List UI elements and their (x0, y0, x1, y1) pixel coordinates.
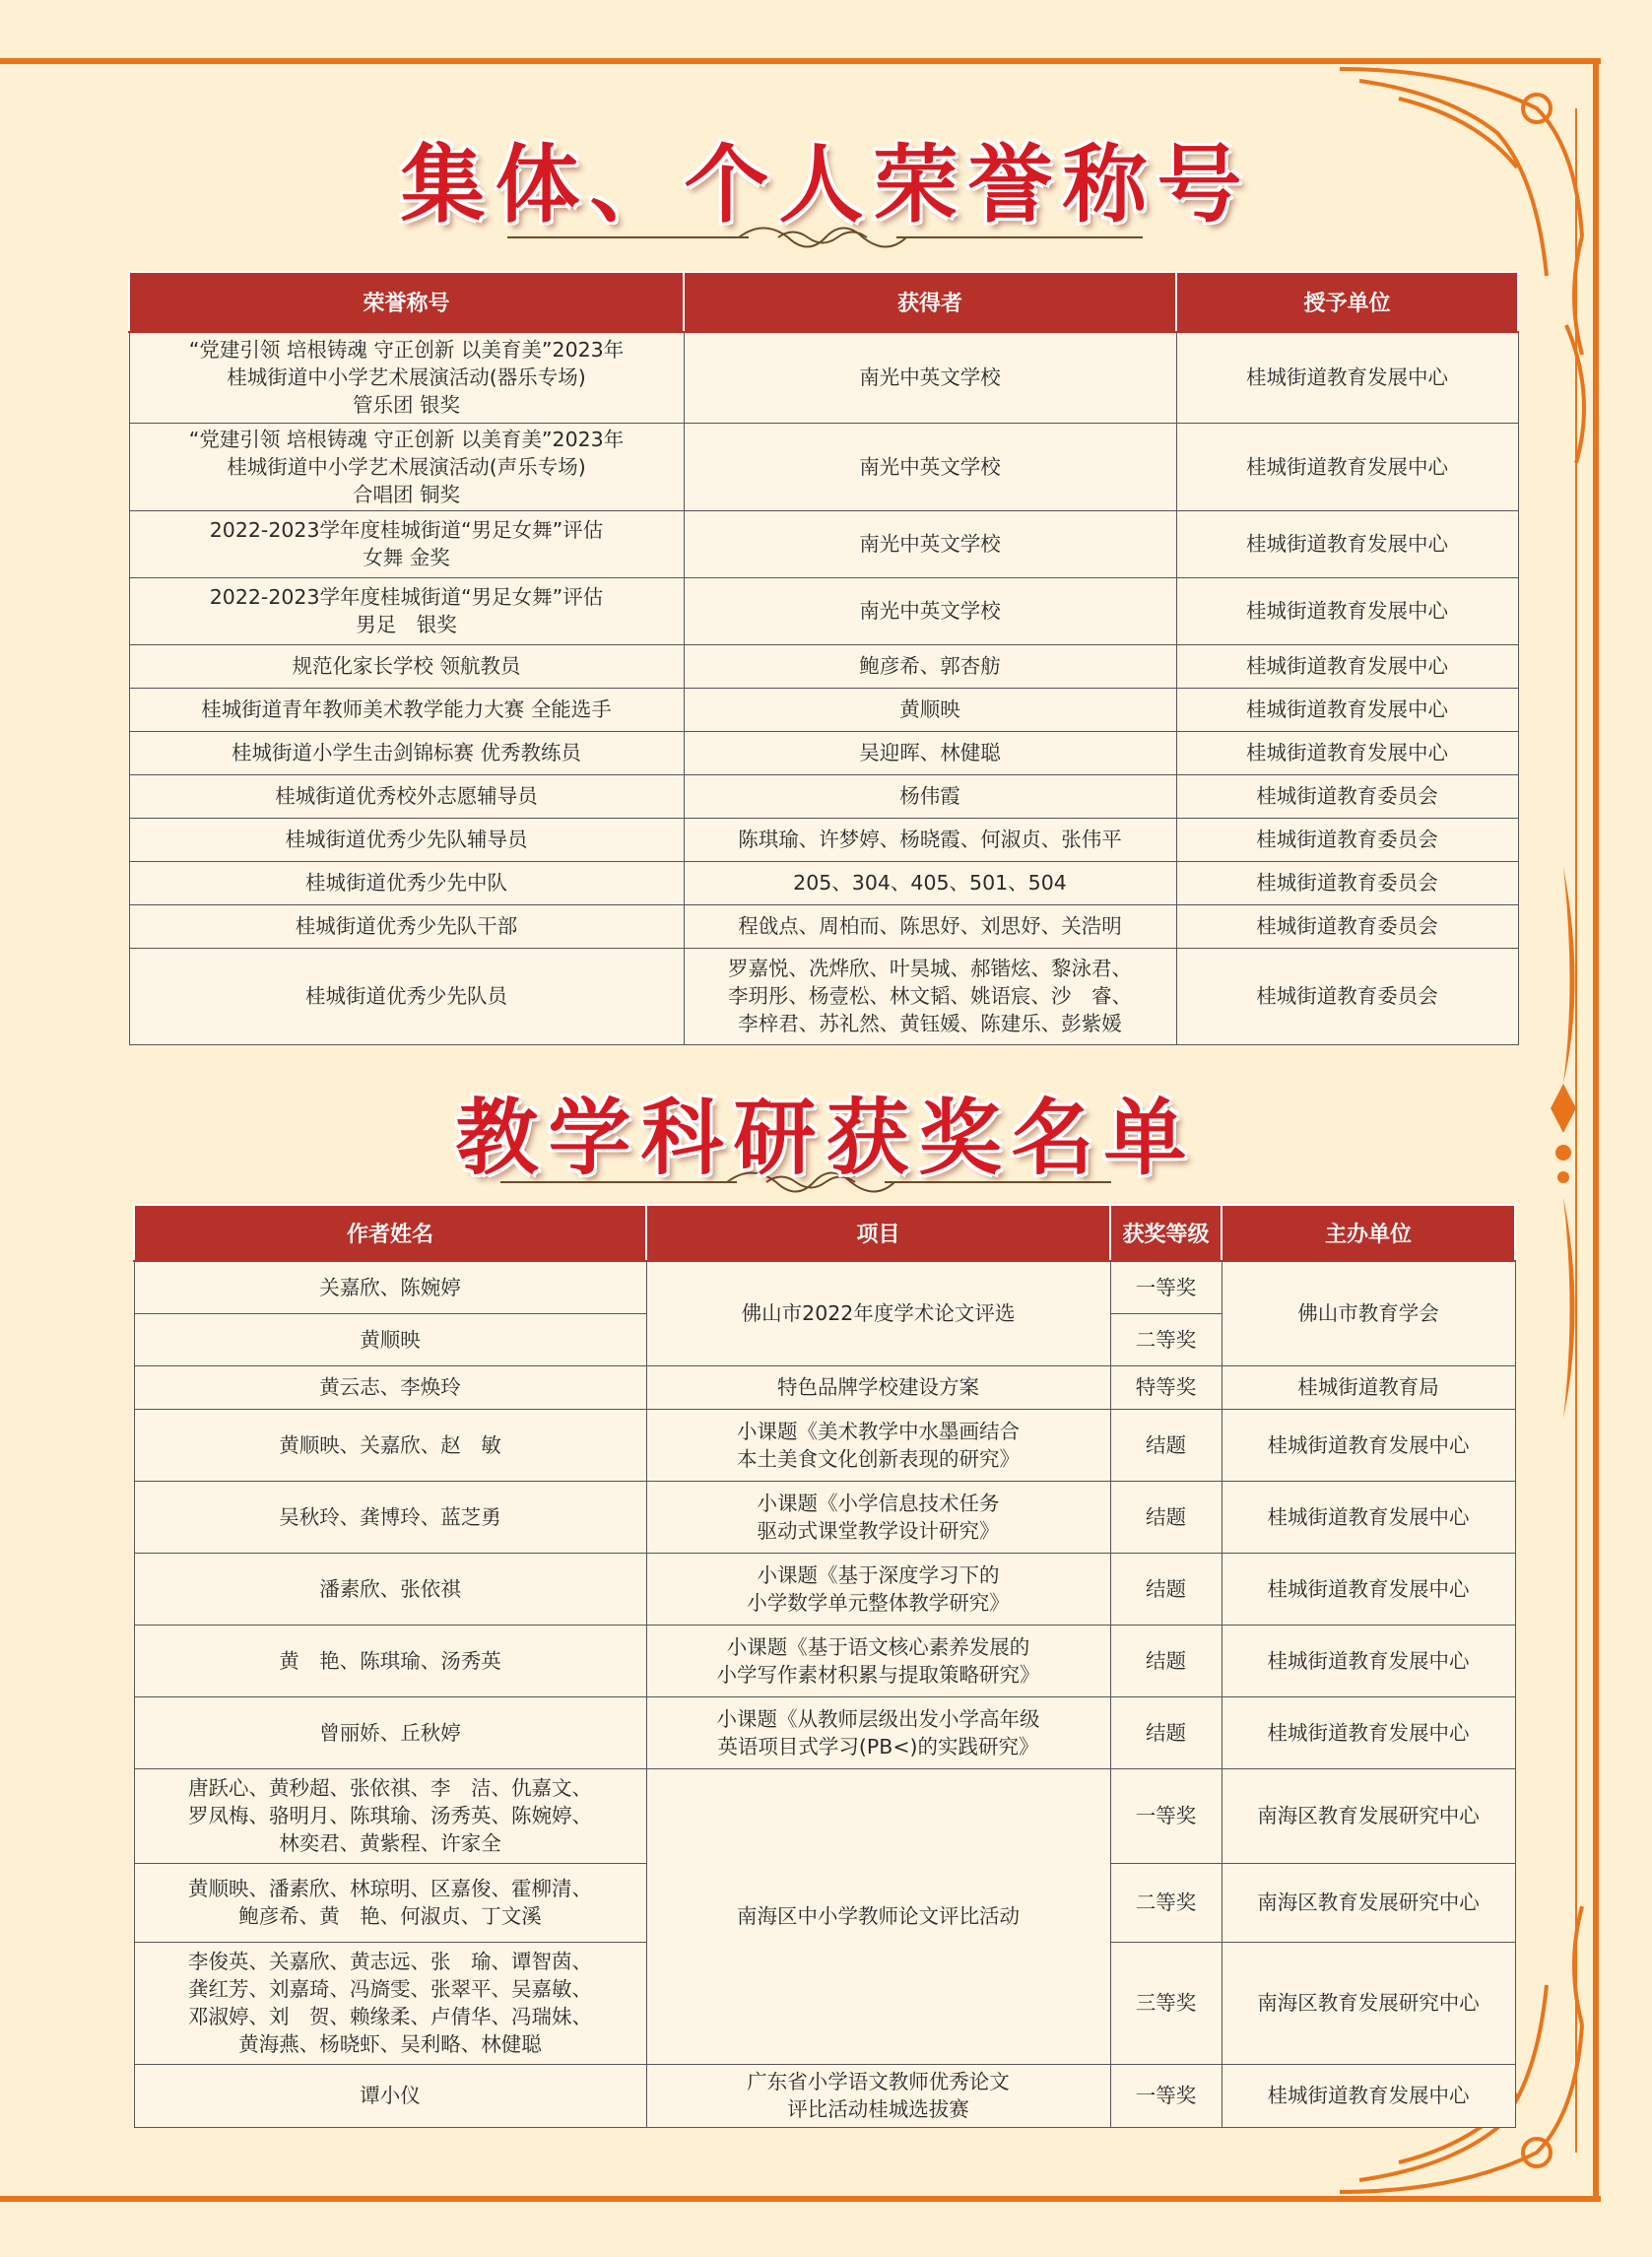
granting-unit-cell: 桂城街道教育发展中心 (1176, 332, 1518, 423)
recipient-cell: 南光中英文学校 (684, 332, 1176, 423)
author-cell: 黄云志、李焕玲 (134, 1365, 646, 1409)
granting-unit-cell: 桂城街道教育发展中心 (1176, 510, 1518, 577)
award-level-cell: 结题 (1110, 1696, 1222, 1768)
honor-title-cell: 规范化家长学校 领航教员 (129, 644, 684, 688)
organizer-cell: 南海区教育发展研究中心 (1222, 1863, 1515, 1942)
organizer-cell: 桂城街道教育发展中心 (1222, 1696, 1515, 1768)
column-header: 作者姓名 (134, 1205, 646, 1261)
project-cell: 南海区中小学教师论文评比活动 (646, 1768, 1110, 2064)
table-row (129, 423, 1518, 510)
recipient-cell: 陈琪瑜、许梦婷、杨晓霞、何淑贞、张伟平 (684, 818, 1176, 861)
granting-unit-cell: 桂城街道教育发展中心 (1176, 731, 1518, 774)
column-header: 获奖等级 (1110, 1205, 1222, 1261)
author-cell: 潘素欣、张依祺 (134, 1553, 646, 1625)
table-row (129, 818, 1518, 861)
column-header: 荣誉称号 (129, 272, 684, 332)
project-cell: 小课题《基于深度学习下的 小学数学单元整体教学研究》 (646, 1553, 1110, 1625)
author-cell: 曾丽娇、丘秋婷 (134, 1696, 646, 1768)
honor-title-cell: 桂城街道优秀少先队干部 (129, 904, 684, 948)
honor-title-cell: 桂城街道优秀校外志愿辅导员 (129, 774, 684, 818)
table-row (129, 577, 1518, 644)
granting-unit-cell: 桂城街道教育发展中心 (1176, 577, 1518, 644)
table-row (129, 332, 1518, 423)
organizer-cell: 佛山市教育学会 (1222, 1261, 1515, 1365)
table-row (129, 904, 1518, 948)
recipient-cell: 南光中英文学校 (684, 577, 1176, 644)
project-cell: 小课题《小学信息技术任务 驱动式课堂教学设计研究》 (646, 1481, 1110, 1553)
honors-title: 集体、个人荣誉称号 (400, 136, 1252, 234)
organizer-cell: 桂城街道教育发展中心 (1222, 1409, 1515, 1481)
recipient-cell: 程戗点、周柏而、陈思妤、刘思妤、关浩明 (684, 904, 1176, 948)
organizer-cell: 南海区教育发展研究中心 (1222, 1942, 1515, 2064)
honor-title-cell: 桂城街道优秀少先中队 (129, 861, 684, 904)
project-cell: 广东省小学语文教师优秀论文 评比活动桂城选拔赛 (646, 2064, 1110, 2127)
organizer-cell: 南海区教育发展研究中心 (1222, 1768, 1515, 1863)
table-row (129, 948, 1518, 1044)
table-row (134, 1553, 1515, 1625)
award-level-cell: 结题 (1110, 1553, 1222, 1625)
organizer-cell: 桂城街道教育发展中心 (1222, 1625, 1515, 1696)
honor-title-cell: 桂城街道优秀少先队员 (129, 948, 684, 1044)
column-header: 项目 (646, 1205, 1110, 1261)
honor-title-cell: 桂城街道优秀少先队辅导员 (129, 818, 684, 861)
granting-unit-cell: 桂城街道教育委员会 (1176, 948, 1518, 1044)
recipient-cell: 罗嘉悦、冼烨欣、叶昊城、郝锴炫、黎泳君、 李玥彤、杨壹松、林文韬、姚语宸、沙 睿、 李梓君、苏礼然、黄钰媛、陈建乐、彭紫媛 (684, 948, 1176, 1044)
honor-title-cell: 桂城街道青年教师美术教学能力大赛 全能选手 (129, 688, 684, 731)
table-header-row (134, 1205, 1515, 1261)
award-level-cell: 一等奖 (1110, 2064, 1222, 2127)
award-level-cell: 结题 (1110, 1409, 1222, 1481)
award-level-cell: 结题 (1110, 1481, 1222, 1553)
organizer-cell: 桂城街道教育局 (1222, 1365, 1515, 1409)
table-row (129, 861, 1518, 904)
author-cell: 李俊英、关嘉欣、黄志远、张 瑜、谭智茵、 龚红芳、刘嘉琦、冯旖雯、张翠平、吴嘉敏、 邓淑婷、刘 贺、赖缘柔、卢倩华、冯瑞妹、 黄海燕、杨晓虾、吴利略、林健聪 (134, 1942, 646, 2064)
award-level-cell: 三等奖 (1110, 1942, 1222, 2064)
table-row (134, 2064, 1515, 2127)
granting-unit-cell: 桂城街道教育发展中心 (1176, 644, 1518, 688)
author-cell: 黄 艳、陈琪瑜、汤秀英 (134, 1625, 646, 1696)
project-cell: 小课题《美术教学中水墨画结合 本土美食文化创新表现的研究》 (646, 1409, 1110, 1481)
award-level-cell: 二等奖 (1110, 1863, 1222, 1942)
column-header: 授予单位 (1176, 272, 1518, 332)
project-cell: 小课题《基于语文核心素养发展的 小学写作素材积累与提取策略研究》 (646, 1625, 1110, 1696)
table-row (134, 1365, 1515, 1409)
author-cell: 吴秋玲、龚博玲、蓝芝勇 (134, 1481, 646, 1553)
table-header-row (129, 272, 1518, 332)
research-title: 教学科研获奖名单 (455, 1090, 1197, 1186)
honor-title-cell: 2022-2023学年度桂城街道“男足女舞”评估 男足 银奖 (129, 577, 684, 644)
table-row (134, 1768, 1515, 1863)
recipient-cell: 205、304、405、501、504 (684, 861, 1176, 904)
granting-unit-cell: 桂城街道教育委员会 (1176, 904, 1518, 948)
table-row (134, 1625, 1515, 1696)
recipient-cell: 南光中英文学校 (684, 510, 1176, 577)
table-row (134, 1409, 1515, 1481)
granting-unit-cell: 桂城街道教育发展中心 (1176, 688, 1518, 731)
table-row (129, 644, 1518, 688)
author-cell: 黄顺映 (134, 1313, 646, 1365)
granting-unit-cell: 桂城街道教育委员会 (1176, 861, 1518, 904)
honors-table (128, 271, 1519, 1045)
granting-unit-cell: 桂城街道教育发展中心 (1176, 423, 1518, 510)
honor-title-cell: “党建引领 培根铸魂 守正创新 以美育美”2023年 桂城街道中小学艺术展演活动(声乐专场) 合唱团 铜奖 (129, 423, 684, 510)
table-row (129, 688, 1518, 731)
award-level-cell: 二等奖 (1110, 1313, 1222, 1365)
granting-unit-cell: 桂城街道教育委员会 (1176, 774, 1518, 818)
column-header: 主办单位 (1222, 1205, 1515, 1261)
table-row (129, 731, 1518, 774)
author-cell: 关嘉欣、陈婉婷 (134, 1261, 646, 1313)
organizer-cell: 桂城街道教育发展中心 (1222, 1481, 1515, 1553)
author-cell: 唐跃心、黄秒超、张依祺、李 洁、仇嘉文、 罗凤梅、骆明月、陈琪瑜、汤秀英、陈婉婷、 林奕君、黄紫程、许家全 (134, 1768, 646, 1863)
project-cell: 小课题《从教师层级出发小学高年级 英语项目式学习(PB<)的实践研究》 (646, 1696, 1110, 1768)
recipient-cell: 杨伟霞 (684, 774, 1176, 818)
recipient-cell: 吴迎晖、林健聪 (684, 731, 1176, 774)
research-table (133, 1204, 1516, 2128)
project-cell: 佛山市2022年度学术论文评选 (646, 1261, 1110, 1365)
table-row (134, 1261, 1515, 1313)
award-level-cell: 结题 (1110, 1625, 1222, 1696)
table-row (134, 1481, 1515, 1553)
recipient-cell: 鲍彦希、郭杏舫 (684, 644, 1176, 688)
table-row (129, 510, 1518, 577)
table-row (134, 1696, 1515, 1768)
granting-unit-cell: 桂城街道教育委员会 (1176, 818, 1518, 861)
honor-title-cell: 2022-2023学年度桂城街道“男足女舞”评估 女舞 金奖 (129, 510, 684, 577)
award-level-cell: 特等奖 (1110, 1365, 1222, 1409)
organizer-cell: 桂城街道教育发展中心 (1222, 2064, 1515, 2127)
author-cell: 谭小仪 (134, 2064, 646, 2127)
author-cell: 黄顺映、关嘉欣、赵 敏 (134, 1409, 646, 1481)
honor-title-cell: “党建引领 培根铸魂 守正创新 以美育美”2023年 桂城街道中小学艺术展演活动(器乐专场) 管乐团 银奖 (129, 332, 684, 423)
column-header: 获得者 (684, 272, 1176, 332)
recipient-cell: 南光中英文学校 (684, 423, 1176, 510)
award-level-cell: 一等奖 (1110, 1768, 1222, 1863)
organizer-cell: 桂城街道教育发展中心 (1222, 1553, 1515, 1625)
honor-title-cell: 桂城街道小学生击剑锦标赛 优秀教练员 (129, 731, 684, 774)
award-level-cell: 一等奖 (1110, 1261, 1222, 1313)
recipient-cell: 黄顺映 (684, 688, 1176, 731)
table-row (129, 774, 1518, 818)
author-cell: 黄顺映、潘素欣、林琼明、区嘉俊、霍柳清、 鲍彦希、黄 艳、何淑贞、丁文溪 (134, 1863, 646, 1942)
project-cell: 特色品牌学校建设方案 (646, 1365, 1110, 1409)
